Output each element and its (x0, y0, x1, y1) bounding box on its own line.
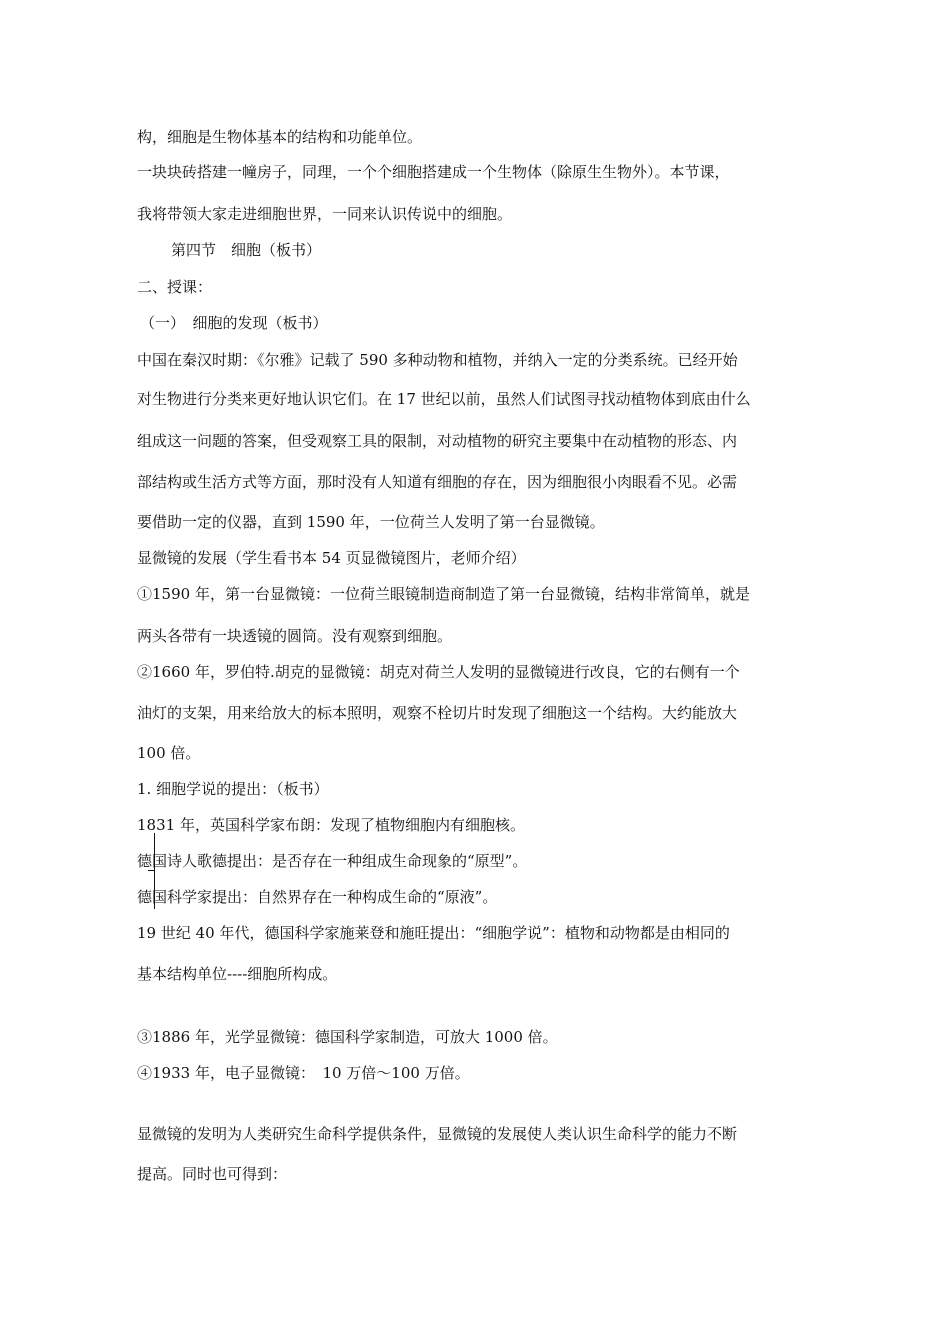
text-line: ②1660 年，罗伯特.胡克的显微镜：胡克对荷兰人发明的显微镜进行改良，它的右侧有一个 (137, 663, 740, 681)
text-line: 构，细胞是生物体基本的结构和功能单位。 (137, 128, 423, 146)
text-line: 油灯的支架，用来给放大的标本照明，观察不栓切片时发现了细胞这一个结构。大约能放大 (137, 704, 738, 722)
text-line: 19 世纪 40 年代，德国科学家施莱登和施旺提出：“细胞学说”：植物和动物都是由相同的 (137, 924, 730, 942)
text-line: 基本结构单位----细胞所构成。 (137, 965, 338, 983)
section-heading: 第四节 细胞（板书） (171, 241, 322, 259)
text-line: 对生物进行分类来更好地认识它们。在 17 世纪以前，虽然人们试图寻找动植物体到底由什么 (137, 390, 751, 408)
text-line: ④1933 年，电子显微镜： 10 万倍～100 万倍。 (137, 1064, 470, 1082)
text-line: 显微镜的发明为人类研究生命科学提供条件，显微镜的发展使人类认识生命科学的能力不断 (137, 1125, 738, 1143)
text-line: 两头各带有一块透镜的圆筒。没有观察到细胞。 (137, 627, 453, 645)
text-line: 1831 年，英国科学家布朗：发现了植物细胞内有细胞核。 (137, 816, 525, 834)
text-line: 一块块砖搭建一幢房子，同理，一个个细胞搭建成一个生物体（除原生生物外）。本节课， (137, 163, 730, 181)
text-line: 组成这一问题的答案，但受观察工具的限制，对动植物的研究主要集中在动植物的形态、内 (137, 432, 738, 450)
subsection-heading: （一） 细胞的发现（板书） (140, 314, 328, 332)
text-line: 德国科学家提出：自然界存在一种构成生命的“原液”。 (137, 888, 498, 906)
text-line: 显微镜的发展（学生看书本 54 页显微镜图片，老师介绍） (137, 549, 526, 567)
subsection-heading: 1. 细胞学说的提出：（板书） (137, 780, 329, 798)
text-line: 100 倍。 (137, 744, 201, 762)
text-line: 中国在秦汉时期：《尔雅》记载了 590 多种动物和植物，并纳入一定的分类系统。已经开始 (137, 351, 738, 369)
bracket-tick (148, 870, 154, 871)
text-line: ③1886 年，光学显微镜：德国科学家制造，可放大 1000 倍。 (137, 1028, 558, 1046)
text-line: 部结构或生活方式等方面，那时没有人知道有细胞的存在，因为细胞很小肉眼看不见。必需 (137, 473, 738, 491)
text-line: 德国诗人歌德提出：是否存在一种组成生命现象的“原型”。 (137, 852, 528, 870)
text-line: ①1590 年，第一台显微镜：一位荷兰眼镜制造商制造了第一台显微镜，结构非常简单，就是 (137, 585, 750, 603)
text-line: 我将带领大家走进细胞世界，一同来认识传说中的细胞。 (137, 205, 513, 223)
text-line: 提高。同时也可得到： (137, 1165, 288, 1183)
text-line: 要借助一定的仪器，直到 1590 年，一位荷兰人发明了第一台显微镜。 (137, 513, 605, 531)
bracket-mark (154, 833, 163, 909)
section-heading: 二、授课： (137, 278, 213, 296)
